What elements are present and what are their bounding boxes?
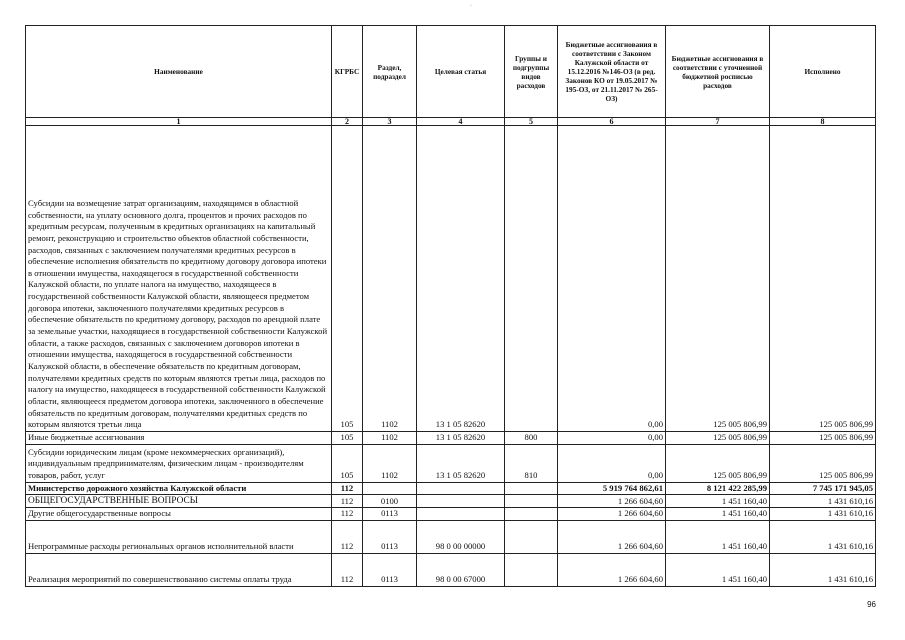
column-number: 5 (505, 118, 558, 126)
row-name: Субсидии на возмещение затрат организациям, находящимся в областной собственности, на уплату основного долга, процентов и прочих расходов по кредитным ресурсам, полученным в кредитных организациях на капитальный ремонт, реконструкцию и строительство объектов областной собственности, расходов, связанных с заключением получателями кредитных ресурсов в обеспечение исполнения обязательств по кредитному договору договора ипотеки в отношении имущества, находящегося в государственной собственности Калужской области, по уплате налога на имущество, находящееся в государственной собственности Калужской области, являющееся предметом договора ипотеки, заключенного получателями кредитных ресурсов в обеспечение обязательств по кредитному договору, расходов по арендной плате за земельные участки, находящиеся в государственной собственности Калужской области, а также расходов, связанных с заключением договоров ипотеки в отношении имущества, находящегося в государственной собственности Калужской области, в обеспечение обязательств по кредитным договорам, получателями кредитных средств по которым являются третьи лица, расходов по налогу на имущество, находящееся в государственной собственности Калужской области, являющееся предметом договора ипотеки, заключенного в обеспечение обязательств по кредитным договорам, получателями кредитных средств по которым являются третьи лица (26, 126, 332, 432)
row-list: 125 005 806,99 (666, 444, 770, 482)
row-name: Непрограммные расходы региональных органов исполнительной власти (26, 520, 332, 553)
row-executed: 125 005 806,99 (770, 126, 876, 432)
row-law: 0,00 (558, 432, 666, 445)
row-law: 1 266 604,60 (558, 553, 666, 586)
row-kgrbs: 105 (332, 444, 363, 482)
column-number: 7 (666, 118, 770, 126)
row-group (505, 495, 558, 508)
table-row (26, 553, 876, 586)
row-name: Иные бюджетные ассигнования (26, 432, 332, 445)
row-law: 0,00 (558, 444, 666, 482)
row-section: 1102 (363, 432, 417, 445)
row-list: 1 451 160,40 (666, 520, 770, 553)
row-target: 13 1 05 82620 (417, 444, 505, 482)
row-group: 810 (505, 444, 558, 482)
row-kgrbs: 112 (332, 482, 363, 495)
header-target: Целевая статья (417, 26, 505, 118)
row-name: Субсидии юридическим лицам (кроме некоммерческих организаций), индивидуальным предпринимателям, физическим лицам - производителям товаров, работ, услуг (26, 444, 332, 482)
row-section: 1102 (363, 126, 417, 432)
row-target: 98 0 00 67000 (417, 553, 505, 586)
row-list: 1 451 160,40 (666, 553, 770, 586)
table-row (26, 432, 876, 445)
header-section: Раздел, подраздел (363, 26, 417, 118)
row-section: 0113 (363, 520, 417, 553)
table-row (26, 508, 876, 521)
column-number: 4 (417, 118, 505, 126)
row-kgrbs: 112 (332, 520, 363, 553)
budget-table (25, 25, 876, 587)
row-kgrbs: 105 (332, 432, 363, 445)
row-law: 1 266 604,60 (558, 520, 666, 553)
row-section (363, 482, 417, 495)
row-executed: 125 005 806,99 (770, 432, 876, 445)
row-section: 1102 (363, 444, 417, 482)
table-row (26, 495, 876, 508)
header-kgrbs: КГРБС (332, 26, 363, 118)
page-number: 96 (867, 600, 876, 609)
column-number-row (26, 118, 876, 126)
header-executed: Исполнено (770, 26, 876, 118)
row-kgrbs: 112 (332, 508, 363, 521)
row-group (505, 482, 558, 495)
row-section: 0100 (363, 495, 417, 508)
row-law: 1 266 604,60 (558, 508, 666, 521)
row-executed: 1 431 610,16 (770, 553, 876, 586)
row-target (417, 482, 505, 495)
row-section: 0113 (363, 553, 417, 586)
row-law: 1 266 604,60 (558, 495, 666, 508)
row-group (505, 520, 558, 553)
row-name: Министерство дорожного хозяйства Калужской области (26, 482, 332, 495)
row-executed: 1 431 610,16 (770, 508, 876, 521)
row-list: 8 121 422 285,99 (666, 482, 770, 495)
row-target (417, 508, 505, 521)
row-name: Реализация мероприятий по совершенствованию системы оплаты труда (26, 553, 332, 586)
row-group (505, 508, 558, 521)
column-number: 3 (363, 118, 417, 126)
row-target (417, 495, 505, 508)
table-header-row (26, 26, 876, 118)
table-row (26, 444, 876, 482)
table-row (26, 482, 876, 495)
row-name: ОБЩЕГОСУДАРСТВЕННЫЕ ВОПРОСЫ (26, 495, 332, 508)
row-kgrbs: 112 (332, 495, 363, 508)
column-number: 8 (770, 118, 876, 126)
row-executed: 125 005 806,99 (770, 444, 876, 482)
scan-speck: · (470, 3, 472, 9)
row-group: 800 (505, 432, 558, 445)
header-name: Наименование (26, 26, 332, 118)
header-assigned-law: Бюджетные ассигнования в соответствии с Законом Калужской области от 15.12.2016 №146-ОЗ (в ред. Законов КО от 19.05.2017 № 195-ОЗ, от 21.11.2017 № 265-ОЗ) (558, 26, 666, 118)
table-row (26, 520, 876, 553)
row-list: 125 005 806,99 (666, 126, 770, 432)
row-kgrbs: 112 (332, 553, 363, 586)
column-number: 2 (332, 118, 363, 126)
row-name: Другие общегосударственные вопросы (26, 508, 332, 521)
row-group (505, 553, 558, 586)
table-row (26, 126, 876, 432)
row-target: 98 0 00 00000 (417, 520, 505, 553)
column-number: 6 (558, 118, 666, 126)
row-list: 1 451 160,40 (666, 495, 770, 508)
row-executed: 7 745 171 945,05 (770, 482, 876, 495)
header-groups: Группы и подгруппы видов расходов (505, 26, 558, 118)
row-kgrbs: 105 (332, 126, 363, 432)
row-list: 125 005 806,99 (666, 432, 770, 445)
row-target: 13 1 05 82620 (417, 126, 505, 432)
column-number: 1 (26, 118, 332, 126)
row-list: 1 451 160,40 (666, 508, 770, 521)
row-section: 0113 (363, 508, 417, 521)
header-assigned-list: Бюджетные ассигнования в соответствии с уточненной бюджетной росписью расходов (666, 26, 770, 118)
row-law: 0,00 (558, 126, 666, 432)
row-executed: 1 431 610,16 (770, 520, 876, 553)
row-target: 13 1 05 82620 (417, 432, 505, 445)
row-law: 5 919 764 862,61 (558, 482, 666, 495)
row-group (505, 126, 558, 432)
row-executed: 1 431 610,16 (770, 495, 876, 508)
